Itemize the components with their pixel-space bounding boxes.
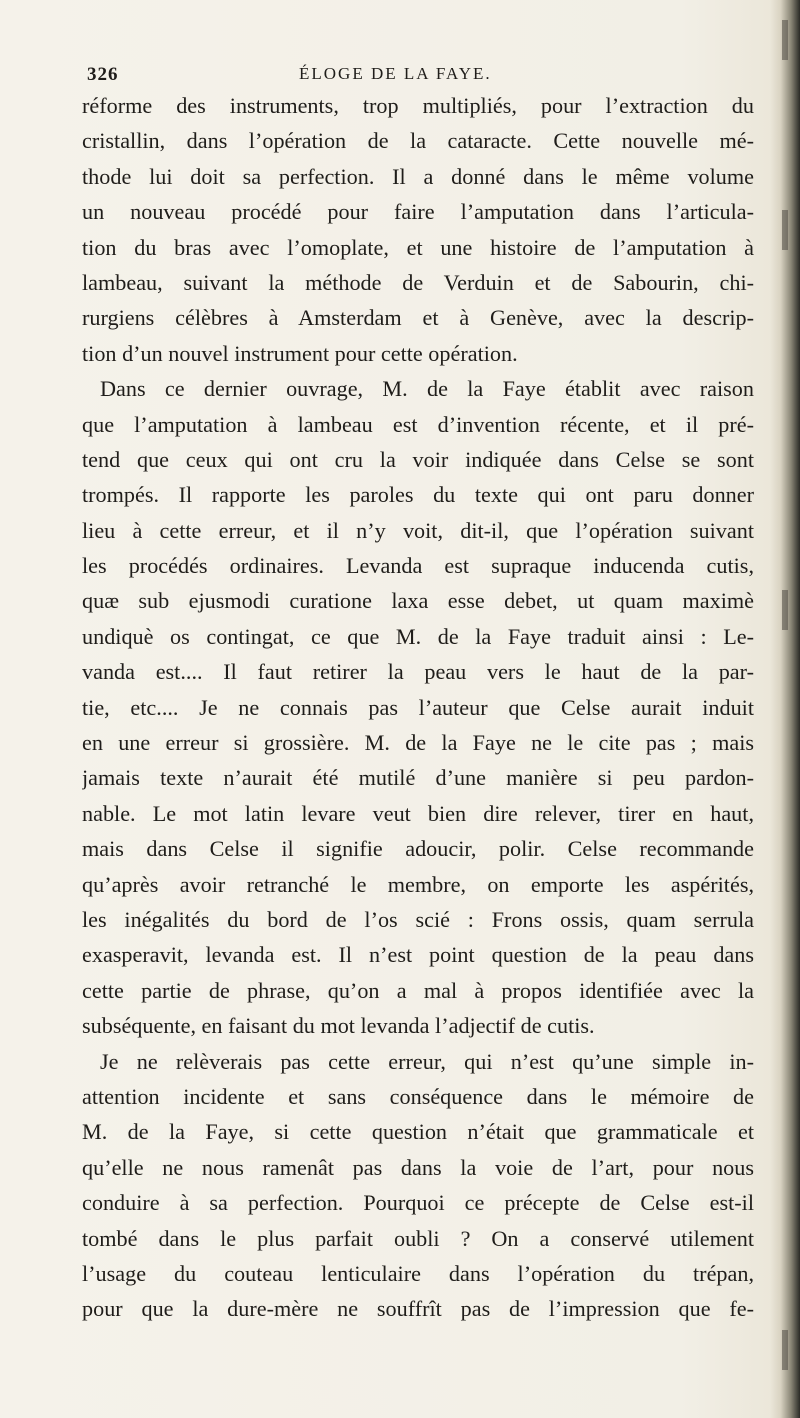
text-line: Dans ce dernier ouvrage, M. de la Faye établit avec raison	[100, 376, 754, 402]
text-line: M. de la Faye, si cette question n’était que grammaticale et	[82, 1119, 754, 1145]
text-line: trompés. Il rapporte les paroles du texte qui ont paru donner	[82, 482, 754, 508]
text-line: les procédés ordinaires. Levanda est supraque inducenda cutis,	[82, 553, 754, 579]
edge-mark	[782, 1330, 788, 1370]
text-line: tion d’un nouvel instrument pour cette opération.	[82, 340, 518, 366]
text-line: attention incidente et sans conséquence dans le mémoire de	[82, 1083, 754, 1109]
text-line: exasperavit, levanda est. Il n’est point question de la peau dans	[82, 942, 754, 968]
text-line: les inégalités du bord de l’os scié : Frons ossis, quam serrula	[82, 906, 754, 932]
text-line: l’usage du couteau lenticulaire dans l’opération du trépan,	[82, 1260, 754, 1286]
text-line: pour que la dure-mère ne souffrît pas de l’impression que fe-	[82, 1296, 754, 1322]
text-line: réforme des instruments, trop multipliés, pour l’extraction du	[82, 93, 754, 118]
text-line: quæ sub ejusmodi curatione laxa esse debet, ut quam maximè	[82, 588, 754, 614]
text-line: qu’après avoir retranché le membre, on emporte les aspérités,	[82, 871, 754, 897]
page-number: 326	[87, 64, 119, 85]
text-line: nable. Le mot latin levare veut bien dire relever, tirer en haut,	[82, 800, 754, 826]
edge-mark	[782, 590, 788, 630]
text-line: tie, etc.... Je ne connais pas l’auteur que Celse aurait induit	[82, 694, 754, 720]
text-line: un nouveau procédé pour faire l’amputation dans l’articula-	[82, 199, 754, 225]
text-line: cette partie de phrase, qu’on a mal à propos identifiée avec la	[82, 977, 754, 1003]
text-line: Je ne relèverais pas cette erreur, qui n’est qu’une simple in-	[100, 1048, 754, 1074]
text-line: tend que ceux qui ont cru la voir indiquée dans Celse se sont	[82, 446, 754, 472]
text-line: subséquente, en faisant du mot levanda l’adjectif de cutis.	[82, 1013, 595, 1039]
page-header	[87, 64, 737, 90]
text-line: que l’amputation à lambeau est d’invention récente, et il pré-	[82, 411, 754, 437]
page-edge-shadow	[770, 0, 800, 1418]
running-title: ÉLOGE DE LA FAYE.	[299, 64, 492, 83]
text-line: jamais texte n’aurait été mutilé d’une manière si peu pardon-	[82, 765, 754, 791]
text-line: tombé dans le plus parfait oubli ? On a conservé utilement	[82, 1225, 754, 1251]
text-line: cristallin, dans l’opération de la cataracte. Cette nouvelle mé-	[82, 128, 754, 154]
body-text	[82, 88, 754, 1327]
text-line: lieu à cette erreur, et il n’y voit, dit-il, que l’opération suivant	[82, 517, 754, 543]
edge-mark	[782, 20, 788, 60]
text-line: qu’elle ne nous ramenât pas dans la voie de l’art, pour nous	[82, 1154, 754, 1180]
text-line: thode lui doit sa perfection. Il a donné dans le même volume	[82, 163, 754, 189]
text-line: vanda est.... Il faut retirer la peau vers le haut de la par-	[82, 659, 754, 685]
text-line: rurgiens célèbres à Amsterdam et à Genève, avec la descrip-	[82, 305, 754, 331]
edge-mark	[782, 210, 788, 250]
text-line: conduire à sa perfection. Pourquoi ce précepte de Celse est-il	[82, 1190, 754, 1216]
text-line: tion du bras avec l’omoplate, et une histoire de l’amputation à	[82, 234, 754, 260]
text-line: en une erreur si grossière. M. de la Faye ne le cite pas ; mais	[82, 730, 754, 756]
text-line: mais dans Celse il signifie adoucir, polir. Celse recommande	[82, 836, 754, 862]
text-line: undiquè os contingat, ce que M. de la Faye traduit ainsi : Le-	[82, 623, 754, 649]
text-line: lambeau, suivant la méthode de Verduin et de Sabourin, chi-	[82, 269, 754, 295]
